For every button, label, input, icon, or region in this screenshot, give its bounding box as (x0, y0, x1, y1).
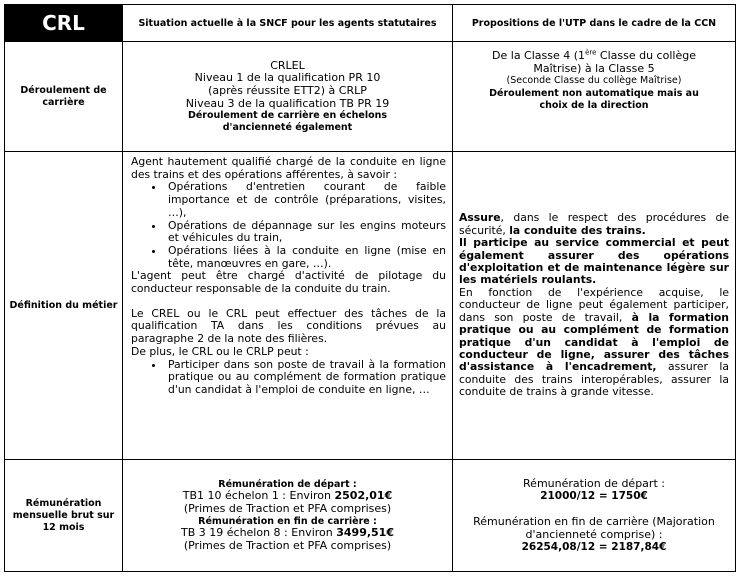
job-utp-bold: la conduite des trains. (509, 223, 646, 237)
job-sncf-paragraph: L'agent peut être chargé d'activité de pilotage du conducteur responsable de la conduite du train. (131, 269, 446, 296)
career-sncf-note: Déroulement de carrière en échelons d'ancienneté également (187, 110, 388, 133)
list-item: • Participer dans son poste de travail à la formation pratique ou au complément de formation pratique d'un candidat à l'emploi de conduite en ligne, … (165, 359, 446, 397)
job-utp-bold: Assure (459, 211, 501, 225)
row-career-progression (5, 42, 736, 152)
career-utp-cell (453, 42, 736, 152)
remuneration-sncf-end-title: Rémunération en fin de carrière : (198, 515, 377, 527)
remuneration-utp-start-value: 21000/12 = 1750€ (540, 489, 648, 502)
career-utp-sup: ère (585, 48, 597, 57)
list-item: • Opérations liées à la conduite en ligne (mise en tête, manœuvres en gare, …). (165, 245, 446, 270)
career-sncf-line: CRLEL (270, 58, 305, 72)
column-header-utp: Propositions de l'UTP dans le cadre de la CCN (453, 5, 736, 42)
list-item: • Opérations de dépannage sur les engins moteurs et véhicules du train, (165, 220, 446, 245)
job-utp-text: assurer la conduite des trains interopérables, assurer la conduite de trains à grande vitesse. (459, 360, 729, 399)
list-item: • Opérations d'entretien courant de faible importance et de contrôle (préparations, visites, …), (165, 181, 446, 219)
remuneration-sncf-start (123, 490, 452, 503)
career-utp-line: Maîtrise) à la Classe 5 (533, 61, 655, 75)
row-label-job: Définition du métier (5, 152, 123, 460)
remuneration-value: 3499,51€ (336, 526, 394, 539)
job-utp-paragraph (459, 212, 729, 237)
remuneration-utp-cell (453, 460, 736, 572)
job-sncf-list-2 (131, 359, 446, 397)
job-sncf-intro: Agent hautement qualifié chargé de la conduite en ligne des trains et des opérations afférentes, à savoir : (131, 155, 446, 181)
career-utp-text: Classe du collège (596, 49, 696, 62)
job-utp-bold: à la formation pratique ou au complément de formation pratique d'un candidat à l'emploi de conducteur de ligne, assurer des tâches d'assistance à l'encadrement, (459, 310, 729, 374)
crl-comparison-table (4, 4, 736, 572)
job-utp-paragraph: Il participe au service commercial et peut également assurer des opérations d'exploitation et de maintenance légère sur les matériels roulants. (459, 236, 729, 287)
header-row (5, 5, 736, 42)
remuneration-sncf-start-note: (Primes de Traction et PFA comprises) (183, 501, 392, 515)
career-utp-line: (Seconde Classe du collège Maîtrise) (506, 75, 682, 87)
career-sncf-cell (123, 42, 453, 152)
row-label-remuneration: Rémunération mensuelle brut sur 12 mois (5, 460, 123, 572)
job-utp-paragraph (459, 287, 729, 399)
remuneration-sncf-start-title: Rémunération de départ : (218, 478, 357, 490)
remuneration-utp-start-title: Rémunération de départ : (523, 476, 665, 490)
remuneration-sncf-cell (123, 460, 453, 572)
career-utp-text: De la Classe 4 (1 (492, 49, 586, 62)
career-sncf-line: Niveau 1 de la qualification PR 10 (194, 71, 381, 85)
row-label-career: Déroulement de carrière (5, 42, 123, 152)
remuneration-text: TB1 10 échelon 1 : Environ (182, 489, 335, 503)
column-header-sncf: Situation actuelle à la SNCF pour les agents statutaires (123, 5, 453, 42)
remuneration-sncf-end-note: (Primes de Traction et PFA comprises) (183, 538, 392, 552)
remuneration-value: 2502,01€ (334, 489, 393, 503)
career-utp-line (453, 50, 735, 63)
career-sncf-line: (après réussite ETT2) à CRLP (208, 84, 367, 97)
remuneration-utp-end-title: Rémunération en fin de carrière (Majoration d'ancienneté comprise) : (473, 515, 715, 541)
job-sncf-paragraph: De plus, le CRL ou le CRLP peut : (131, 344, 309, 358)
row-job-definition (5, 152, 736, 460)
career-utp-note: Déroulement non automatique mais au choix de la direction (489, 88, 699, 111)
job-sncf-cell (123, 152, 453, 460)
remuneration-utp-end-value: 26254,08/12 = 2187,84€ (521, 540, 667, 553)
job-utp-cell (453, 152, 736, 460)
remuneration-text: TB 3 19 échelon 8 : Environ (181, 526, 337, 539)
job-utp-text: En fonction de l'expérience acquise, le conducteur de ligne peut également participer, dans son poste de travail, (459, 285, 729, 324)
title-cell: CRL (5, 5, 123, 42)
remuneration-sncf-end (123, 527, 452, 540)
job-sncf-paragraph: Le CREL ou le CRL peut effectuer des tâches de la qualification TA dans les conditions prévues au paragraphe 2 de la note des filières. (131, 306, 446, 346)
career-sncf-line: Niveau 3 de la qualification TB PR 19 (185, 96, 390, 110)
job-sncf-list (131, 181, 446, 270)
row-remuneration (5, 460, 736, 572)
job-utp-text: , dans le respect des procédures de sécurité, (459, 211, 729, 237)
